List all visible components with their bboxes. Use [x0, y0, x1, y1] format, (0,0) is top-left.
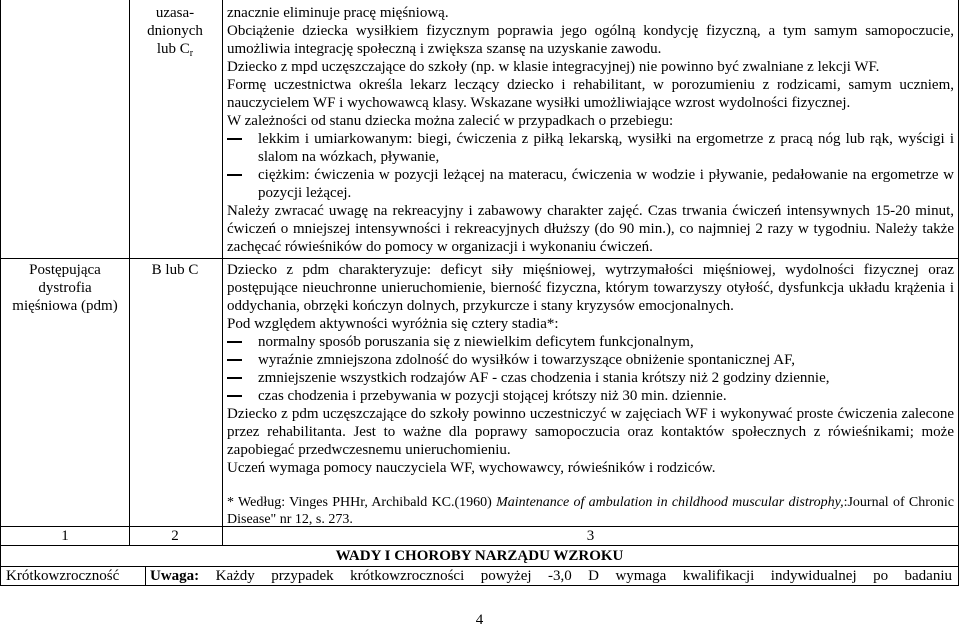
row2-description-cell — [227, 261, 954, 477]
row1-paragraph-2: Obciążenie dziecka wysiłkiem fizycznym poprawia jego ogólną kondycję fizyczną, a tym samym samopoczucie, umożliwia integrację społeczną i zwiększa szansę na uzyskanie zawodu. — [227, 23, 954, 57]
row2-intro: Dziecko z pdm charakteryzuje: deficyt siły mięśniowej, wytrzymałości mięśniowej, wydolności fizycznej oraz postępujące nieuchronne unieruchomienie, bierność fizyczna, którym towarzyszy otyłość, dysfunkcja układu krążenia i oddychania, obrzęki kończyn dolnych, przykurcze i stany kryzysów emocjonalnych. — [227, 262, 954, 314]
column-number-3: 3 — [586, 528, 595, 544]
table-border-left — [0, 0, 1, 585]
page-number: 4 — [475, 612, 484, 628]
table-border-right — [958, 0, 959, 585]
column-divider-row3 — [145, 566, 146, 585]
row2-help-paragraph: Uczeń wymaga pomocy nauczyciela WF, wychowawcy, rówieśników i rodziców. — [227, 460, 716, 476]
dash-marker — [227, 395, 242, 397]
row2-stage-text-4: czas chodzenia i przebywania w pozycji stojącej krótszy niż 30 min. dziennie. — [258, 388, 727, 404]
row2-stage-item — [227, 387, 954, 405]
row2-stage-text-2: wyraźnie zmniejszona zdolność do wysiłków i towarzyszące obniżenie spontanicznej AF, — [258, 352, 795, 368]
row1-paragraph-3: Dziecko z mpd uczęszczające do szkoły (np. w klasie integracyjnej) nie powinno być zwalniane z lekcji WF. — [227, 59, 880, 75]
row1-paragraph-4: Formę uczestnictwa określa lekarz leczący dziecko i rehabilitant, w porozumieniu z rodzicami, samym uczniem, nauczycielem WF i wychowawcą klasy. Wskazane wysiłki umożliwiające wzrost wydolności fizycznej. — [227, 77, 954, 111]
dash-marker — [227, 174, 242, 176]
column-number-1: 1 — [61, 528, 69, 544]
row1-description-cell — [227, 4, 954, 256]
dash-marker — [227, 138, 242, 140]
row1-class-line-2: dnionych — [147, 23, 203, 39]
row2-stage-item — [227, 333, 954, 351]
row2-disease-name: Postępująca dystrofia mięśniowa (pdm) — [12, 262, 118, 314]
row2-class-cell: B lub C — [151, 262, 199, 278]
row3-note — [150, 567, 952, 585]
column-divider-1 — [129, 0, 130, 545]
row-divider-3 — [0, 545, 959, 546]
row1-closing-paragraph: Należy zwracać uwagę na rekreacyjny i zabawowy charakter zajęć. Czas trwania ćwiczeń intensywnych 15-20 minut, ćwiczeń o mniejszej intensywności i rekreacyjnych dłuższy (do 90 min.), co najmniej 2 razy w tygodniu. Należy także zachęcać rówieśników do pomocy w organizacji i wykonaniu ćwiczeń. — [227, 203, 954, 255]
row1-class-line-1: uzasa- — [155, 5, 195, 21]
row1-paragraph-5: W zależności od stanu dziecka można zalecić w przypadkach o przebiegu: — [227, 113, 674, 129]
row2-stage-text-1: normalny sposób poruszania się z niewielkim deficytem funkcjonalnym, — [258, 334, 694, 350]
row1-class-text: lub C — [156, 41, 190, 57]
row3-note-label: Uwaga: — [150, 568, 200, 584]
row2-school-paragraph: Dziecko z pdm uczęszczające do szkoły powinno uczestniczyć w zajęciach WF i wykonywać proste ćwiczenia zalecone przez rehabilitanta. Jest to ważne dla poprawy samopoczucia oraz kontaktów społecznych z rówieśnikami; może zapobiegać przedwczesnemu unieruchomieniu. — [227, 406, 954, 458]
row2-stage-item — [227, 369, 954, 387]
row1-dash-item — [227, 166, 954, 202]
section-heading: WADY I CHOROBY NARZĄDU WZROKU — [335, 548, 624, 564]
row1-class-subscript: r — [189, 48, 194, 59]
row1-class-cell — [132, 4, 218, 63]
row2-stage-item — [227, 351, 954, 369]
row1-dash-item — [227, 130, 954, 166]
column-number-2: 2 — [171, 528, 179, 544]
dash-marker — [227, 341, 242, 343]
row1-dash-text-2: ciężkim: ćwiczenia w pozycji leżącej na materacu, ćwiczenia w wodzie i pływanie, pedałowanie na ergometrze w pozycji leżącej. — [258, 167, 954, 201]
footnote-source: * Według: Vinges PHHr, Archibald KC.(1960) — [227, 495, 497, 510]
row2-stages-intro: Pod względem aktywności wyróżnia się cztery stadia*: — [227, 316, 559, 332]
footnote-title: Maintenance of ambulation in childhood muscular distrophy, — [496, 495, 844, 510]
footnote — [227, 494, 954, 528]
row1-class-line-3 — [132, 40, 218, 63]
row3-disease-name: Krótkowzroczność — [6, 568, 120, 584]
row2-stage-text-3: zmniejszenie wszystkich rodzajów AF - czas chodzenia i stania krótszy niż 2 godziny dziennie, — [258, 370, 830, 386]
dash-marker — [227, 359, 242, 361]
row1-dash-text-1: lekkim i umiarkowanym: biegi, ćwiczenia z piłką lekarską, wysiłki na ergometrze z pracą nóg lub rąk, wyścigi i slalom na wózkach, pływanie, — [258, 131, 954, 165]
row3-note-text: Każdy przypadek krótkowzroczności powyżej -3,0 D wymaga kwalifikacji indywidualnej po badaniu — [199, 568, 952, 584]
row-divider-5 — [0, 585, 959, 586]
dash-marker — [227, 377, 242, 379]
column-divider-2 — [222, 0, 223, 545]
footnote-journal: :Journal of Chronic Disease" nr 12, s. 273. — [227, 495, 955, 527]
row-divider-1 — [0, 258, 959, 259]
row1-paragraph-1: znacznie eliminuje pracę mięśniową. — [227, 5, 449, 21]
